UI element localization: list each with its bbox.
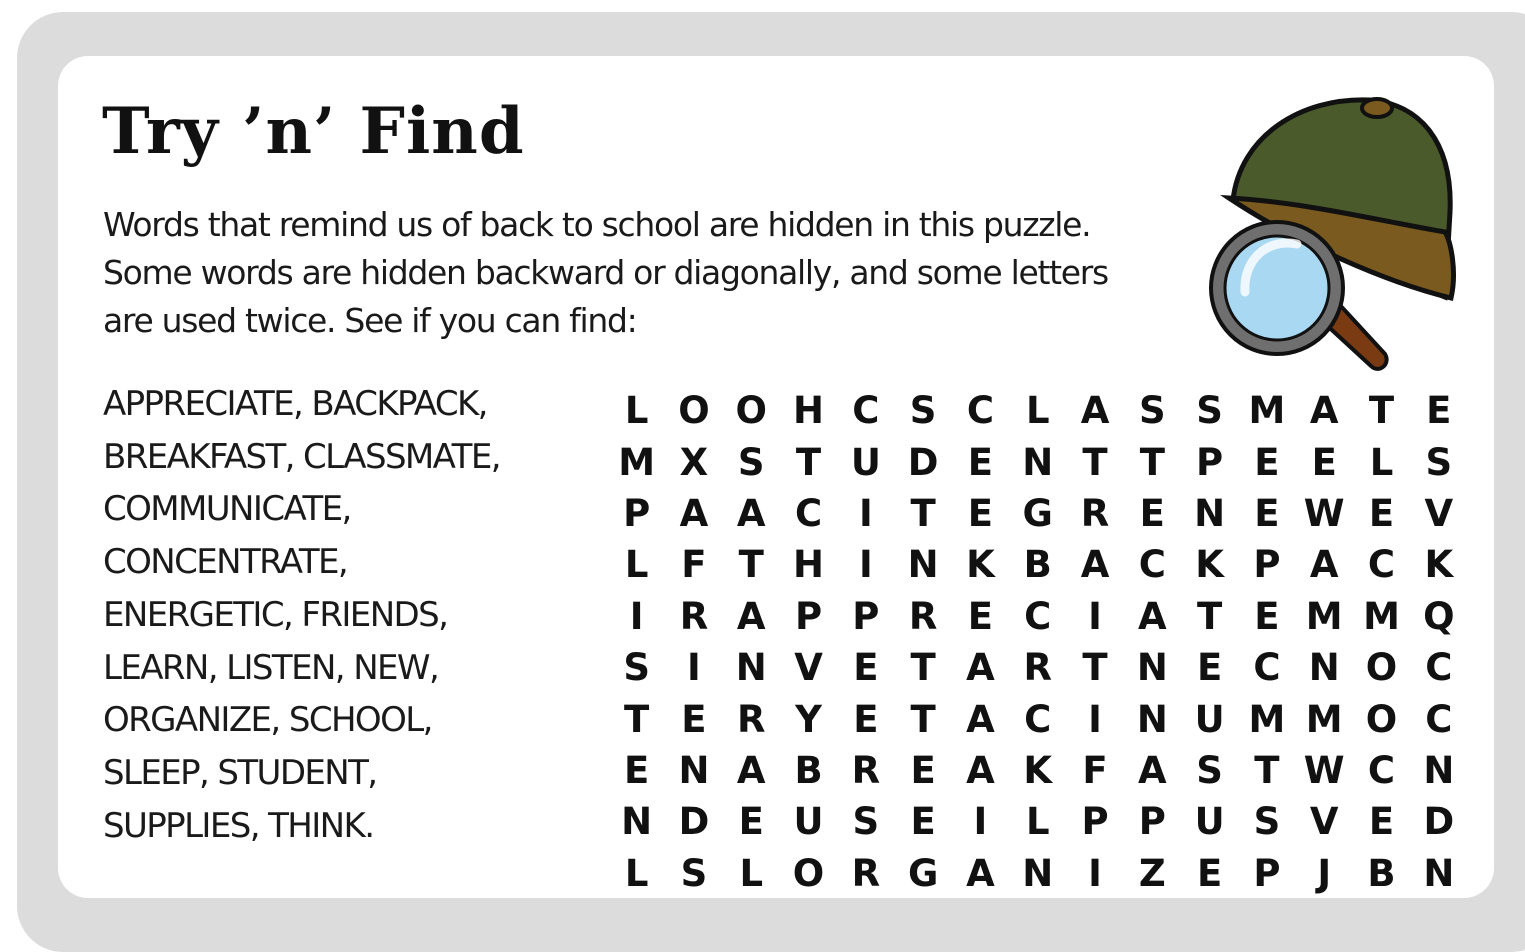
grid-cell[interactable]: L [1025,800,1050,844]
grid-cell[interactable]: K [1023,748,1053,792]
grid-cell[interactable]: P [623,491,651,535]
grid-cell[interactable]: N [1022,440,1054,484]
grid-cell[interactable]: A [1080,389,1110,433]
grid-cell[interactable]: C [1367,543,1396,587]
grid-cell[interactable]: L [1025,389,1050,433]
grid-cell[interactable]: S [1196,748,1223,792]
grid-cell[interactable]: L [624,851,649,895]
grid-cell[interactable]: N [1136,697,1168,741]
grid-cell[interactable]: C [1138,543,1166,587]
word-list-line: BREAKFAST, CLASSMATE, [103,436,500,477]
grid-cell[interactable]: I [1088,594,1102,638]
grid-cell[interactable]: E [1254,491,1280,535]
grid-cell[interactable]: U [1194,697,1225,741]
grid-cell[interactable]: I [629,594,644,638]
grid-cell[interactable]: C [794,491,823,535]
grid-cell[interactable]: E [1426,389,1452,433]
word-list-line: ORGANIZE, SCHOOL, [103,700,432,741]
grid-cell[interactable]: S [909,389,937,433]
grid-cell[interactable]: V [1424,491,1454,535]
grid-cell[interactable]: C [1024,594,1052,638]
grid-cell[interactable]: C [852,389,880,433]
grid-cell[interactable]: I [1088,697,1102,741]
grid-cell[interactable]: T [738,543,764,587]
grid-cell[interactable]: S [1425,440,1453,484]
grid-cell[interactable]: E [1311,440,1337,484]
grid-cell[interactable]: R [851,851,881,895]
grid-cell[interactable]: T [1082,440,1108,484]
grid-cell[interactable]: E [910,800,936,844]
grid-cell[interactable]: I [858,543,873,587]
grid-cell[interactable]: D [678,800,710,844]
grid-cell[interactable]: O [678,389,710,433]
grid-cell[interactable]: P [1253,543,1281,587]
grid-cell[interactable]: E [1196,646,1223,690]
grid-cell[interactable]: E [738,800,764,844]
grid-cell[interactable]: N [1194,491,1226,535]
grid-cell[interactable]: E [1368,800,1395,844]
grid-cell[interactable]: A [1309,389,1339,433]
grid-row [608,848,1478,899]
grid-cell[interactable]: B [1023,543,1052,587]
grid-cell[interactable]: S [852,800,880,844]
grid-cell[interactable]: P [852,594,880,638]
grid-cell[interactable]: C [1367,748,1396,792]
grid-cell[interactable]: E [910,748,936,792]
grid-cell[interactable]: H [793,389,825,433]
grid-cell[interactable]: T [624,697,650,741]
grid-cell[interactable]: E [1139,491,1165,535]
grid-cell[interactable]: M [1305,697,1343,741]
grid-cell[interactable]: D [907,440,939,484]
grid-cell[interactable]: M [1363,594,1400,638]
grid-row [608,488,1478,539]
grid-cell[interactable]: S [623,646,650,690]
word-list [103,378,583,852]
grid-cell[interactable]: A [1138,748,1167,792]
grid-cell[interactable]: E [967,440,994,484]
grid-cell[interactable]: A [966,851,995,895]
grid-row [608,642,1478,693]
grid-cell[interactable]: R [736,697,766,741]
grid-cell[interactable]: J [1317,851,1332,895]
grid-cell[interactable]: F [1082,748,1108,792]
grid-cell[interactable]: N [907,543,939,587]
grid-cell[interactable]: A [1138,594,1167,638]
grid-row [608,591,1478,642]
grid-cell[interactable]: A [736,491,766,535]
grid-cell[interactable]: E [624,748,650,792]
grid-cell[interactable]: V [794,646,823,690]
grid-cell[interactable]: K [1195,543,1224,587]
grid-cell[interactable]: E [681,697,707,741]
grid-cell[interactable]: E [853,697,879,741]
grid-cell[interactable]: R [1023,646,1052,690]
grid-cell[interactable]: L [624,389,649,433]
grid-cell[interactable]: T [1082,646,1108,690]
word-list-line: CONCENTRATE, [103,542,348,583]
grid-cell[interactable]: Z [1138,851,1166,895]
grid-cell[interactable]: E [1254,440,1280,484]
grid-cell[interactable]: R [851,748,881,792]
word-list-line: ENERGETIC, FRIENDS, [103,594,448,635]
grid-cell[interactable]: D [1423,800,1455,844]
grid-cell[interactable]: A [966,697,995,741]
grid-cell[interactable]: K [1424,543,1454,587]
grid-cell[interactable]: M [1305,594,1343,638]
grid-cell[interactable]: N [1308,646,1340,690]
grid-cell[interactable]: T [1196,594,1223,638]
grid-cell[interactable]: C [1024,697,1052,741]
grid-cell[interactable]: E [1196,851,1223,895]
grid-cell[interactable]: G [1022,491,1053,535]
grid-cell[interactable]: W [1303,491,1345,535]
grid-cell[interactable]: A [966,646,995,690]
puzzle-title: Try ’n’ Find [102,94,525,169]
grid-cell[interactable]: P [1138,800,1166,844]
grid-cell[interactable]: S [680,851,708,895]
grid-cell[interactable]: N [678,748,710,792]
grid-cell[interactable]: P [1196,440,1224,484]
grid-cell[interactable]: K [966,543,995,587]
grid-cell[interactable]: X [679,440,709,484]
grid-cell[interactable]: O [1365,646,1398,690]
grid-cell[interactable]: T [1368,389,1395,433]
grid-cell[interactable]: U [850,440,881,484]
grid-cell[interactable]: R [908,594,938,638]
instructions-line-1: Words that remind us of back to school are hidden in this puzzle. [103,205,1091,244]
grid-cell[interactable]: A [1309,543,1339,587]
grid-cell[interactable]: N [1423,748,1455,792]
grid-cell[interactable]: S [1138,389,1166,433]
puzzle-instructions [103,201,1203,345]
grid-cell[interactable]: I [1088,851,1102,895]
grid-cell[interactable]: L [1369,440,1394,484]
grid-cell[interactable]: R [679,594,709,638]
grid-cell[interactable]: B [1367,851,1396,895]
grid-cell[interactable]: S [737,440,765,484]
grid-cell[interactable]: E [967,491,994,535]
grid-cell[interactable]: E [967,594,994,638]
grid-cell[interactable]: L [739,851,764,895]
grid-cell[interactable]: T [1139,440,1165,484]
grid-cell[interactable]: Y [795,697,822,741]
grid-cell[interactable]: U [793,800,824,844]
grid-cell[interactable]: V [1309,800,1339,844]
grid-cell[interactable]: M [1248,697,1286,741]
word-list-line: SUPPLIES, THINK. [103,805,374,846]
grid-cell[interactable]: N [735,646,767,690]
word-list-line: APPRECIATE, BACKPACK, [103,384,487,424]
grid-cell[interactable]: O [792,851,825,895]
grid-cell[interactable]: A [736,594,766,638]
grid-cell[interactable]: G [907,851,939,895]
grid-cell[interactable]: I [858,491,873,535]
grid-cell[interactable]: C [1425,646,1453,690]
grid-cell[interactable]: F [681,543,707,587]
word-list-line: COMMUNICATE, [103,489,351,530]
grid-cell[interactable]: A [736,748,766,792]
grid-cell[interactable]: T [910,697,936,741]
instructions-line-3: are used twice. See if you can find: [103,301,637,340]
grid-row [608,539,1478,590]
grid-cell[interactable]: E [853,646,879,690]
word-list-line: SLEEP, STUDENT, [103,752,377,793]
grid-cell[interactable]: B [794,748,823,792]
grid-cell[interactable]: W [1303,748,1345,792]
grid-cell[interactable]: R [1080,491,1110,535]
grid-row [608,385,1478,436]
grid-cell[interactable]: A [1080,543,1110,587]
grid-cell[interactable]: S [1253,800,1281,844]
grid-cell[interactable]: L [624,543,649,587]
grid-cell[interactable]: M [618,440,656,484]
grid-cell[interactable]: N [1423,851,1455,895]
grid-row [608,436,1478,487]
grid-cell[interactable]: O [735,389,767,433]
grid-cell[interactable]: P [794,594,823,638]
grid-cell[interactable]: N [1136,646,1168,690]
grid-cell[interactable]: T [910,491,936,535]
grid-cell[interactable]: T [795,440,822,484]
grid-row [608,796,1478,847]
grid-cell[interactable]: C [1253,646,1281,690]
grid-cell[interactable]: T [910,646,936,690]
grid-cell[interactable]: S [1196,389,1223,433]
grid-row [608,745,1478,796]
grid-cell[interactable]: N [1022,851,1054,895]
grid-cell[interactable]: N [621,800,653,844]
grid-cell[interactable]: E [1368,491,1395,535]
grid-cell[interactable]: C [1425,697,1453,741]
grid-cell[interactable]: C [966,389,994,433]
grid-cell[interactable]: Q [1423,594,1455,638]
letter-grid [608,385,1478,899]
grid-row [608,693,1478,744]
grid-cell[interactable]: A [966,748,995,792]
instructions-line-2: Some words are hidden backward or diagonally, and some letters [103,253,1108,292]
grid-cell[interactable]: O [1365,697,1398,741]
grid-cell[interactable]: U [1194,800,1225,844]
grid-cell[interactable]: T [1254,748,1280,792]
grid-cell[interactable]: E [1254,594,1280,638]
grid-cell[interactable]: I [973,800,988,844]
grid-cell[interactable]: A [679,491,709,535]
grid-cell[interactable]: H [793,543,825,587]
grid-cell[interactable]: P [1081,800,1109,844]
word-list-line: LEARN, LISTEN, NEW, [103,647,439,688]
grid-cell[interactable]: M [1248,389,1286,433]
grid-cell[interactable]: I [687,646,701,690]
detective-hat-magnifying-glass-icon [1205,92,1465,382]
grid-cell[interactable]: P [1253,851,1281,895]
